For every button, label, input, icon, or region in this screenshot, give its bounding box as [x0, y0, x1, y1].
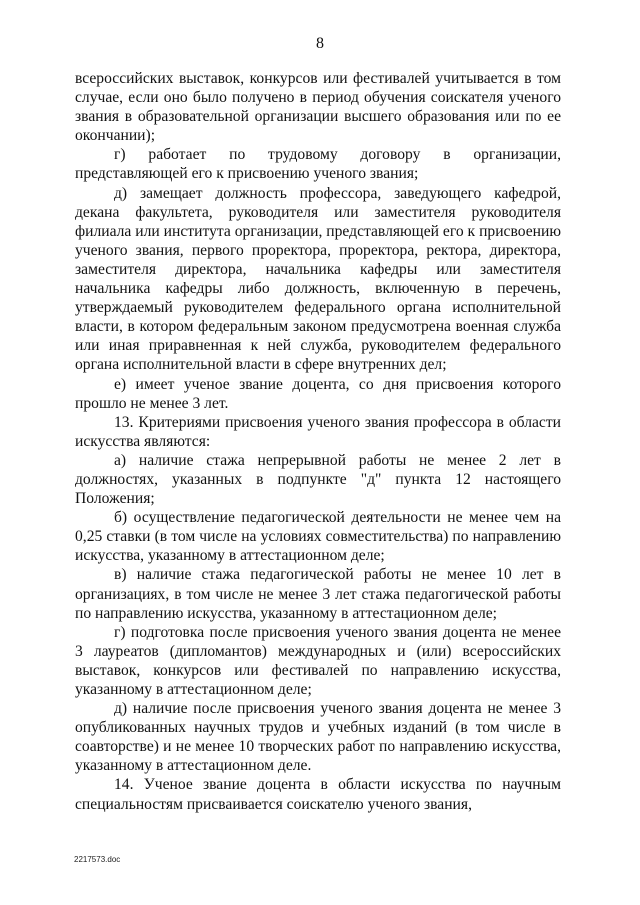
paragraph-13-item-d: д) наличие после присвоения ученого звания доцента не менее 3 опубликованных научных трудов и учебных изданий (в том числе в соавторстве) и не менее 10 творческих работ по направлению искусства, указанному в аттестационном деле.	[75, 700, 561, 775]
document-body	[75, 69, 561, 814]
paragraph-13-item-g: г) подготовка после присвоения ученого звания доцента не менее 3 лауреатов (дипломантов) международных и (или) всероссийских выставок, конкурсов или фестивалей по направлению искусства, указанному в аттестационном деле;	[75, 623, 561, 698]
paragraph-13-item-b: б) осуществление педагогической деятельности не менее чем на 0,25 ставки (в том числе на условиях совместительства) по направлению искусства, указанному в аттестационном деле;	[75, 509, 561, 565]
document-file-code: 2217573.doc	[74, 855, 121, 864]
paragraph-section-13: 13. Критериями присвоения ученого звания профессора в области искусства являются:	[75, 413, 561, 450]
paragraph-continuation: всероссийских выставок, конкурсов или фестивалей учитывается в том случае, если оно было получено в период обучения соискателя ученого звания в образовательной организации высшего образования или по ее окончании);	[75, 70, 561, 145]
paragraph-item-g: г) работает по трудовому договору в организации, представляющей его к присвоению ученого звания;	[75, 146, 561, 183]
page-number: 8	[316, 35, 324, 52]
paragraph-section-14: 14. Ученое звание доцента в области искусства по научным специальностям присваивается соискателю ученого звания,	[75, 776, 561, 813]
paragraph-13-item-v: в) наличие стажа педагогической работы не менее 10 лет в организациях, в том числе не менее 3 лет стажа педагогической работы по направлению искусства, указанному в аттестационном деле;	[75, 566, 561, 622]
paragraph-13-item-a: а) наличие стажа непрерывной работы не менее 2 лет в должностях, указанных в подпункте "д" пункта 12 настоящего Положения;	[75, 451, 561, 508]
paragraph-item-e: е) имеет ученое звание доцента, со дня присвоения которого прошло не менее 3 лет.	[75, 375, 561, 412]
paragraph-item-d: д) замещает должность профессора, заведующего кафедрой, декана факультета, руководителя или заместителя руководителя филиала или института организации, представляющей его к присвоению ученого звания, первого проректора, проректора, ректора, директора, заместителя директора, начальника кафедры или заместителя начальника кафедры либо должность, включенную в перечень, утверждаемый руководителем федерального органа исполнительной власти, в котором федеральным законом предусмотрена военная служба или иная приравненная к ней служба, руководителем федерального органа исполнительной власти в сфере внутренних дел;	[75, 184, 561, 374]
